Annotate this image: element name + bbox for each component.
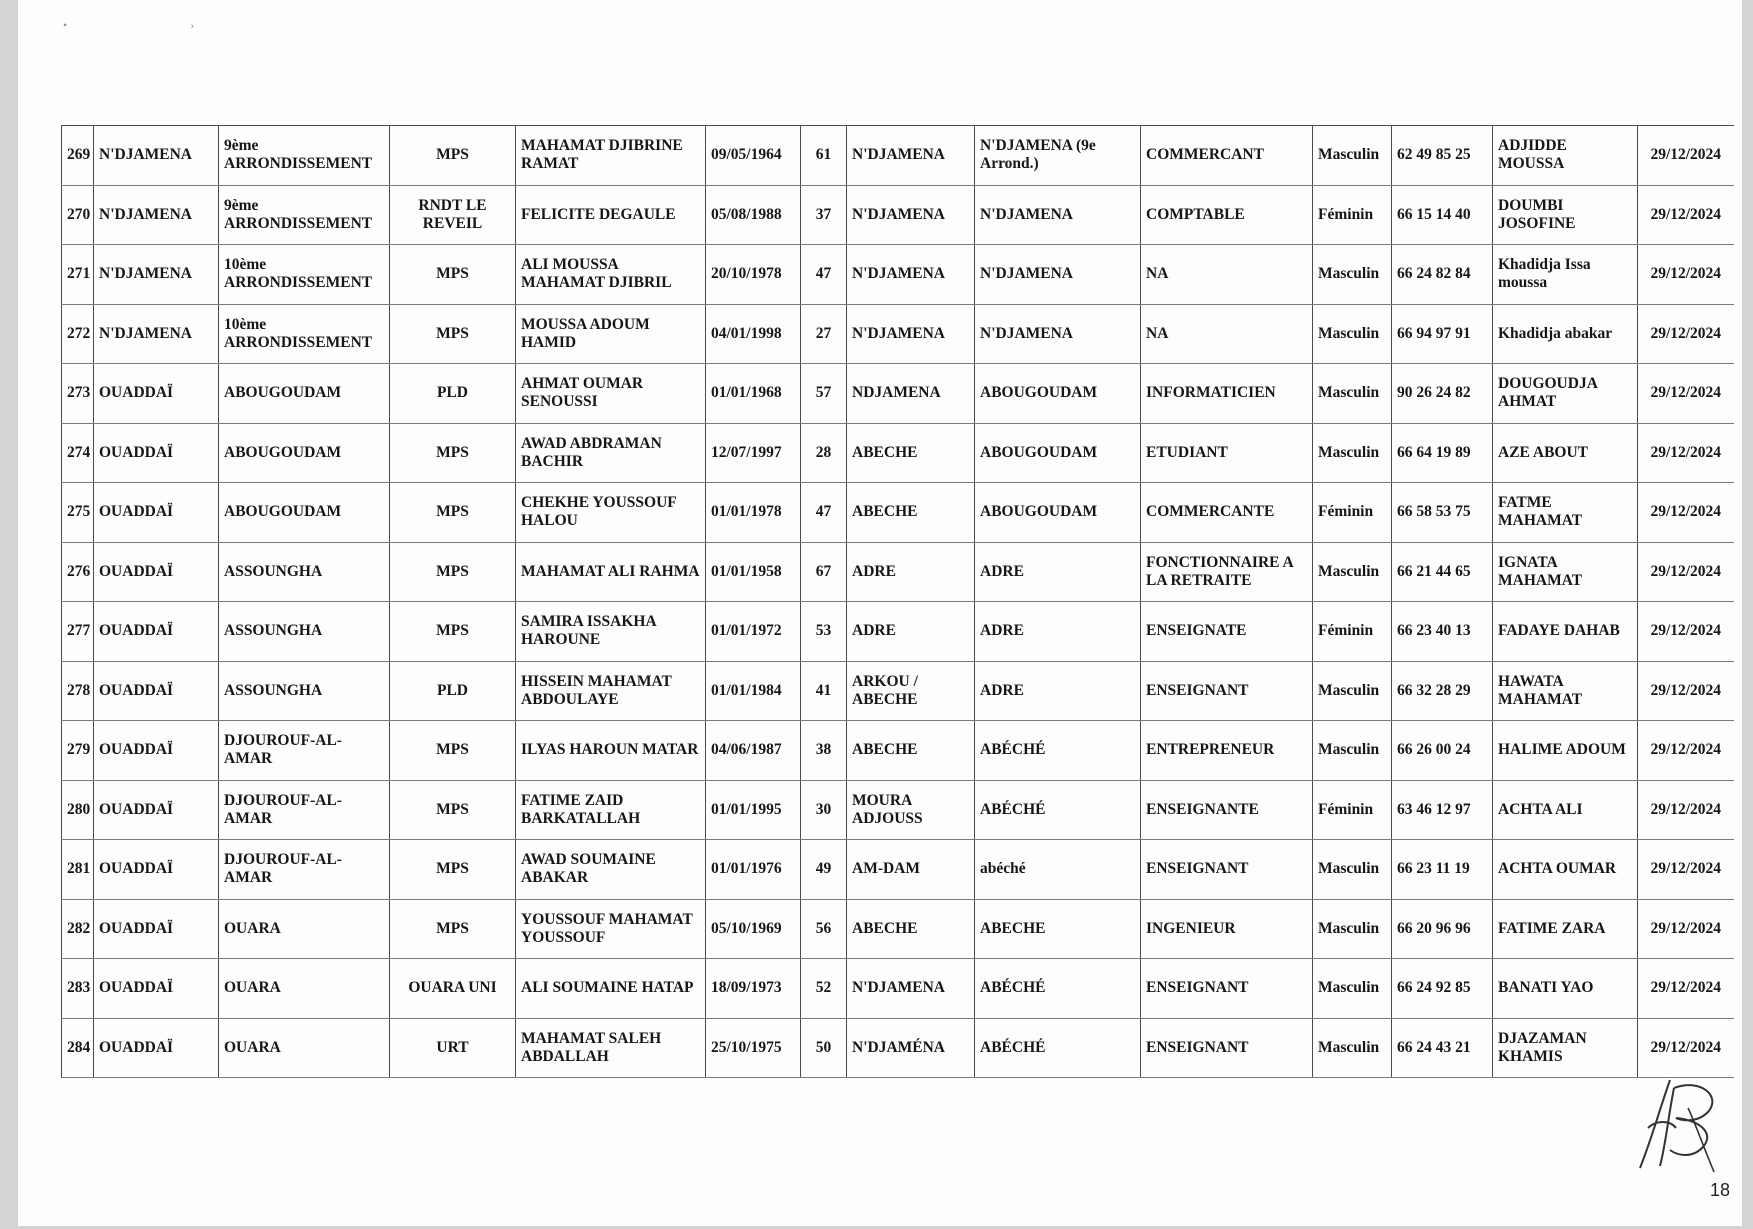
gender-cell: Masculin (1313, 1018, 1392, 1078)
residence-cell: ABÉCHÉ (975, 959, 1141, 1019)
district-cell: 10ème ARRONDISSEMENT (219, 245, 390, 305)
age-cell: 28 (801, 423, 847, 483)
phone-cell: 66 26 00 24 (1392, 721, 1493, 781)
party-cell: MPS (390, 840, 516, 900)
age-cell: 38 (801, 721, 847, 781)
residence-cell: N'DJAMENA (9e Arrond.) (975, 126, 1141, 186)
name-cell: ALI SOUMAINE HATAP (516, 959, 706, 1019)
name-cell: SAMIRA ISSAKHA HAROUNE (516, 602, 706, 662)
province-cell: OUADDAÏ (94, 542, 219, 602)
birth-date-cell: 01/01/1972 (706, 602, 801, 662)
name-cell: AWAD ABDRAMAN BACHIR (516, 423, 706, 483)
party-cell: MPS (390, 721, 516, 781)
birth-date-cell: 09/05/1964 (706, 126, 801, 186)
phone-cell: 66 24 82 84 (1392, 245, 1493, 305)
table-row (62, 483, 1734, 543)
age-cell: 56 (801, 899, 847, 959)
scan-specks: • › (63, 18, 255, 32)
row-number: 271 (62, 245, 94, 305)
row-number: 278 (62, 661, 94, 721)
district-cell: ASSOUNGHA (219, 542, 390, 602)
name-cell: ILYAS HAROUN MATAR (516, 721, 706, 781)
phone-cell: 66 94 97 91 (1392, 304, 1493, 364)
age-cell: 57 (801, 364, 847, 424)
birthplace-cell: ARKOU / ABECHE (847, 661, 975, 721)
birthplace-cell: AM-DAM (847, 840, 975, 900)
agent-cell: FADAYE DAHAB (1493, 602, 1638, 662)
table-row (62, 661, 1734, 721)
date-cell: 29/12/2024 (1638, 899, 1734, 959)
agent-cell: HALIME ADOUM (1493, 721, 1638, 781)
age-cell: 52 (801, 959, 847, 1019)
party-cell: MPS (390, 602, 516, 662)
province-cell: OUADDAÏ (94, 1018, 219, 1078)
district-cell: ASSOUNGHA (219, 661, 390, 721)
agent-cell: DJAZAMAN KHAMIS (1493, 1018, 1638, 1078)
name-cell: MAHAMAT SALEH ABDALLAH (516, 1018, 706, 1078)
gender-cell: Masculin (1313, 959, 1392, 1019)
age-cell: 27 (801, 304, 847, 364)
agent-cell: BANATI YAO (1493, 959, 1638, 1019)
table-row (62, 780, 1734, 840)
province-cell: OUADDAÏ (94, 959, 219, 1019)
birthplace-cell: N'DJAMENA (847, 185, 975, 245)
name-cell: MAHAMAT ALI RAHMA (516, 542, 706, 602)
profession-cell: INFORMATICIEN (1141, 364, 1313, 424)
phone-cell: 66 24 92 85 (1392, 959, 1493, 1019)
province-cell: OUADDAÏ (94, 364, 219, 424)
age-cell: 53 (801, 602, 847, 662)
residence-cell: ADRE (975, 661, 1141, 721)
phone-cell: 66 64 19 89 (1392, 423, 1493, 483)
district-cell: DJOUROUF-AL-AMAR (219, 840, 390, 900)
table-row (62, 840, 1734, 900)
name-cell: MAHAMAT DJIBRINE RAMAT (516, 126, 706, 186)
gender-cell: Masculin (1313, 245, 1392, 305)
province-cell: OUADDAÏ (94, 780, 219, 840)
birthplace-cell: ABECHE (847, 721, 975, 781)
agent-cell: Khadidja Issa moussa (1493, 245, 1638, 305)
residence-cell: N'DJAMENA (975, 245, 1141, 305)
gender-cell: Masculin (1313, 423, 1392, 483)
row-number: 275 (62, 483, 94, 543)
table-row (62, 721, 1734, 781)
table-row (62, 602, 1734, 662)
birth-date-cell: 05/08/1988 (706, 185, 801, 245)
name-cell: HISSEIN MAHAMAT ABDOULAYE (516, 661, 706, 721)
party-cell: MPS (390, 126, 516, 186)
agent-cell: FATIME ZARA (1493, 899, 1638, 959)
date-cell: 29/12/2024 (1638, 423, 1734, 483)
province-cell: N'DJAMENA (94, 245, 219, 305)
birthplace-cell: ABECHE (847, 899, 975, 959)
party-cell: MPS (390, 542, 516, 602)
date-cell: 29/12/2024 (1638, 1018, 1734, 1078)
birthplace-cell: N'DJAMÉNA (847, 1018, 975, 1078)
profession-cell: ENSEIGNANT (1141, 959, 1313, 1019)
age-cell: 41 (801, 661, 847, 721)
agent-cell: IGNATA MAHAMAT (1493, 542, 1638, 602)
name-cell: AWAD SOUMAINE ABAKAR (516, 840, 706, 900)
district-cell: ABOUGOUDAM (219, 364, 390, 424)
birthplace-cell: ABECHE (847, 423, 975, 483)
agent-cell: AZE ABOUT (1493, 423, 1638, 483)
date-cell: 29/12/2024 (1638, 780, 1734, 840)
birthplace-cell: ABECHE (847, 483, 975, 543)
birth-date-cell: 04/06/1987 (706, 721, 801, 781)
residence-cell: ABOUGOUDAM (975, 364, 1141, 424)
agent-cell: Khadidja abakar (1493, 304, 1638, 364)
row-number: 276 (62, 542, 94, 602)
party-cell: MPS (390, 423, 516, 483)
name-cell: FATIME ZAID BARKATALLAH (516, 780, 706, 840)
province-cell: N'DJAMENA (94, 185, 219, 245)
date-cell: 29/12/2024 (1638, 245, 1734, 305)
birth-date-cell: 01/01/1976 (706, 840, 801, 900)
residence-cell: ABOUGOUDAM (975, 423, 1141, 483)
row-number: 270 (62, 185, 94, 245)
birthplace-cell: N'DJAMENA (847, 304, 975, 364)
birth-date-cell: 18/09/1973 (706, 959, 801, 1019)
phone-cell: 90 26 24 82 (1392, 364, 1493, 424)
residence-cell: N'DJAMENA (975, 304, 1141, 364)
agent-cell: ADJIDDE MOUSSA (1493, 126, 1638, 186)
province-cell: N'DJAMENA (94, 304, 219, 364)
party-cell: MPS (390, 483, 516, 543)
province-cell: OUADDAÏ (94, 899, 219, 959)
document-page (18, 0, 1742, 1226)
birthplace-cell: ADRE (847, 602, 975, 662)
age-cell: 37 (801, 185, 847, 245)
agent-cell: FATME MAHAMAT (1493, 483, 1638, 543)
party-cell: RNDT LE REVEIL (390, 185, 516, 245)
province-cell: OUADDAÏ (94, 423, 219, 483)
registry-body (62, 126, 1734, 1078)
name-cell: AHMAT OUMAR SENOUSSI (516, 364, 706, 424)
birthplace-cell: N'DJAMENA (847, 126, 975, 186)
district-cell: OUARA (219, 899, 390, 959)
agent-cell: ACHTA ALI (1493, 780, 1638, 840)
gender-cell: Masculin (1313, 840, 1392, 900)
date-cell: 29/12/2024 (1638, 126, 1734, 186)
phone-cell: 66 21 44 65 (1392, 542, 1493, 602)
residence-cell: ABÉCHÉ (975, 780, 1141, 840)
profession-cell: ENSEIGNANT (1141, 661, 1313, 721)
date-cell: 29/12/2024 (1638, 364, 1734, 424)
row-number: 277 (62, 602, 94, 662)
birth-date-cell: 01/01/1978 (706, 483, 801, 543)
residence-cell: ABÉCHÉ (975, 721, 1141, 781)
age-cell: 30 (801, 780, 847, 840)
district-cell: OUARA (219, 959, 390, 1019)
gender-cell: Féminin (1313, 602, 1392, 662)
date-cell: 29/12/2024 (1638, 602, 1734, 662)
row-number: 272 (62, 304, 94, 364)
gender-cell: Masculin (1313, 661, 1392, 721)
profession-cell: ETUDIANT (1141, 423, 1313, 483)
district-cell: 9ème ARRONDISSEMENT (219, 185, 390, 245)
profession-cell: ENSEIGNANT (1141, 1018, 1313, 1078)
signature-mark (1630, 1068, 1726, 1178)
party-cell: MPS (390, 245, 516, 305)
party-cell: PLD (390, 364, 516, 424)
name-cell: MOUSSA ADOUM HAMID (516, 304, 706, 364)
profession-cell: COMPTABLE (1141, 185, 1313, 245)
row-number: 269 (62, 126, 94, 186)
residence-cell: ADRE (975, 542, 1141, 602)
row-number: 281 (62, 840, 94, 900)
date-cell: 29/12/2024 (1638, 304, 1734, 364)
residence-cell: ABÉCHÉ (975, 1018, 1141, 1078)
date-cell: 29/12/2024 (1638, 661, 1734, 721)
gender-cell: Masculin (1313, 899, 1392, 959)
age-cell: 50 (801, 1018, 847, 1078)
row-number: 282 (62, 899, 94, 959)
birth-date-cell: 25/10/1975 (706, 1018, 801, 1078)
profession-cell: COMMERCANTE (1141, 483, 1313, 543)
age-cell: 47 (801, 483, 847, 543)
profession-cell: FONCTIONNAIRE A LA RETRAITE (1141, 542, 1313, 602)
birth-date-cell: 05/10/1969 (706, 899, 801, 959)
birth-date-cell: 01/01/1968 (706, 364, 801, 424)
row-number: 284 (62, 1018, 94, 1078)
gender-cell: Féminin (1313, 780, 1392, 840)
gender-cell: Féminin (1313, 483, 1392, 543)
name-cell: YOUSSOUF MAHAMAT YOUSSOUF (516, 899, 706, 959)
row-number: 273 (62, 364, 94, 424)
party-cell: OUARA UNI (390, 959, 516, 1019)
residence-cell: ADRE (975, 602, 1141, 662)
party-cell: MPS (390, 304, 516, 364)
profession-cell: INGENIEUR (1141, 899, 1313, 959)
table-row (62, 899, 1734, 959)
birth-date-cell: 01/01/1984 (706, 661, 801, 721)
gender-cell: Masculin (1313, 364, 1392, 424)
age-cell: 49 (801, 840, 847, 900)
agent-cell: HAWATA MAHAMAT (1493, 661, 1638, 721)
name-cell: ALI MOUSSA MAHAMAT DJIBRIL (516, 245, 706, 305)
province-cell: OUADDAÏ (94, 840, 219, 900)
birth-date-cell: 20/10/1978 (706, 245, 801, 305)
page-number: 18 (1710, 1180, 1731, 1200)
date-cell: 29/12/2024 (1638, 185, 1734, 245)
gender-cell: Masculin (1313, 304, 1392, 364)
phone-cell: 66 24 43 21 (1392, 1018, 1493, 1078)
residence-cell: N'DJAMENA (975, 185, 1141, 245)
phone-cell: 66 15 14 40 (1392, 185, 1493, 245)
phone-cell: 66 58 53 75 (1392, 483, 1493, 543)
name-cell: CHEKHE YOUSSOUF HALOU (516, 483, 706, 543)
party-cell: URT (390, 1018, 516, 1078)
table-row (62, 304, 1734, 364)
gender-cell: Masculin (1313, 126, 1392, 186)
residence-cell: ABECHE (975, 899, 1141, 959)
profession-cell: NA (1141, 304, 1313, 364)
table-row (62, 1018, 1734, 1078)
birth-date-cell: 01/01/1995 (706, 780, 801, 840)
profession-cell: ENSEIGNANT (1141, 840, 1313, 900)
residence-cell: ABOUGOUDAM (975, 483, 1141, 543)
agent-cell: ACHTA OUMAR (1493, 840, 1638, 900)
birthplace-cell: MOURA ADJOUSS (847, 780, 975, 840)
district-cell: DJOUROUF-AL-AMAR (219, 721, 390, 781)
phone-cell: 62 49 85 25 (1392, 126, 1493, 186)
registry-table (61, 125, 1734, 1078)
gender-cell: Masculin (1313, 721, 1392, 781)
province-cell: OUADDAÏ (94, 483, 219, 543)
party-cell: MPS (390, 899, 516, 959)
birthplace-cell: ADRE (847, 542, 975, 602)
province-cell: N'DJAMENA (94, 126, 219, 186)
profession-cell: COMMERCANT (1141, 126, 1313, 186)
row-number: 274 (62, 423, 94, 483)
date-cell: 29/12/2024 (1638, 721, 1734, 781)
table-row (62, 126, 1734, 186)
province-cell: OUADDAÏ (94, 602, 219, 662)
province-cell: OUADDAÏ (94, 721, 219, 781)
agent-cell: DOUMBI JOSOFINE (1493, 185, 1638, 245)
district-cell: ABOUGOUDAM (219, 423, 390, 483)
phone-cell: 66 23 40 13 (1392, 602, 1493, 662)
gender-cell: Féminin (1313, 185, 1392, 245)
district-cell: 10ème ARRONDISSEMENT (219, 304, 390, 364)
gender-cell: Masculin (1313, 542, 1392, 602)
phone-cell: 66 32 28 29 (1392, 661, 1493, 721)
name-cell: FELICITE DEGAULE (516, 185, 706, 245)
district-cell: OUARA (219, 1018, 390, 1078)
table-row (62, 423, 1734, 483)
birthplace-cell: N'DJAMENA (847, 245, 975, 305)
birth-date-cell: 01/01/1958 (706, 542, 801, 602)
row-number: 279 (62, 721, 94, 781)
profession-cell: ENSEIGNANTE (1141, 780, 1313, 840)
district-cell: DJOUROUF-AL-AMAR (219, 780, 390, 840)
table-row (62, 185, 1734, 245)
residence-cell: abéché (975, 840, 1141, 900)
age-cell: 61 (801, 126, 847, 186)
profession-cell: NA (1141, 245, 1313, 305)
date-cell: 29/12/2024 (1638, 542, 1734, 602)
district-cell: ASSOUNGHA (219, 602, 390, 662)
age-cell: 67 (801, 542, 847, 602)
table-row (62, 245, 1734, 305)
phone-cell: 63 46 12 97 (1392, 780, 1493, 840)
birth-date-cell: 12/07/1997 (706, 423, 801, 483)
phone-cell: 66 20 96 96 (1392, 899, 1493, 959)
birthplace-cell: N'DJAMENA (847, 959, 975, 1019)
table-row (62, 959, 1734, 1019)
profession-cell: ENTREPRENEUR (1141, 721, 1313, 781)
date-cell: 29/12/2024 (1638, 840, 1734, 900)
birthplace-cell: NDJAMENA (847, 364, 975, 424)
age-cell: 47 (801, 245, 847, 305)
date-cell: 29/12/2024 (1638, 483, 1734, 543)
birth-date-cell: 04/01/1998 (706, 304, 801, 364)
row-number: 283 (62, 959, 94, 1019)
district-cell: ABOUGOUDAM (219, 483, 390, 543)
phone-cell: 66 23 11 19 (1392, 840, 1493, 900)
party-cell: PLD (390, 661, 516, 721)
party-cell: MPS (390, 780, 516, 840)
table-row (62, 542, 1734, 602)
agent-cell: DOUGOUDJA AHMAT (1493, 364, 1638, 424)
row-number: 280 (62, 780, 94, 840)
profession-cell: ENSEIGNATE (1141, 602, 1313, 662)
province-cell: OUADDAÏ (94, 661, 219, 721)
district-cell: 9ème ARRONDISSEMENT (219, 126, 390, 186)
table-row (62, 364, 1734, 424)
date-cell: 29/12/2024 (1638, 959, 1734, 1019)
